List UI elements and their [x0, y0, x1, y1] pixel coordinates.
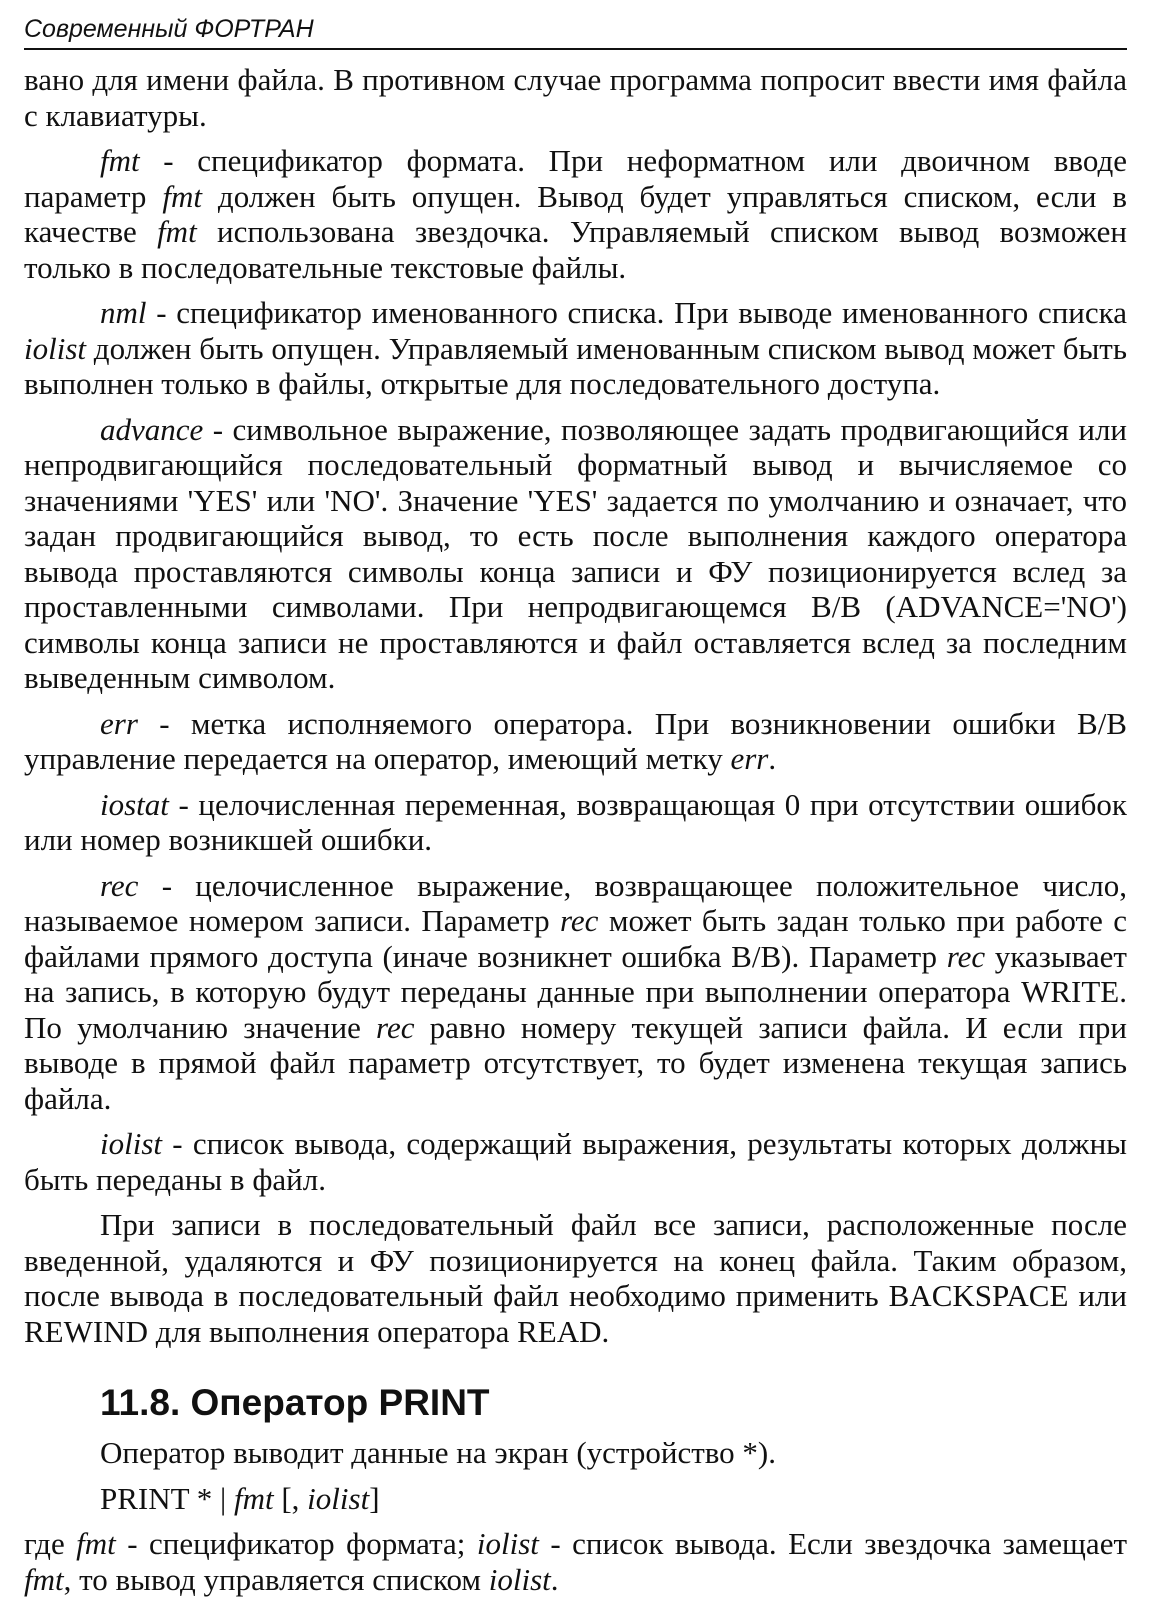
paragraph-text: - спецификатор формата. При неформатном или двоичном вводе параметр [24, 143, 1127, 214]
paragraph-text: . [768, 741, 777, 776]
paragraph-text: При записи в последовательный файл все записи, расположенные после введенной, удаляются и ФУ позиционируется на конец файла. Таким образом, после вывода в последовательный файл необходимо применить BACKSPACE или REWIND для выполнения оператора READ. [24, 1207, 1127, 1349]
paragraph-nml [24, 295, 1127, 402]
term-iolist: iolist [307, 1480, 370, 1516]
term-iolist: iolist [476, 1526, 539, 1561]
paragraph-text: - спецификатор формата; [115, 1526, 477, 1561]
section-closing [24, 1526, 1127, 1597]
term-iolist: iolist [488, 1561, 551, 1597]
term-nml: nml [100, 295, 147, 330]
syntax-line [100, 1481, 1127, 1517]
paragraph-advance [24, 412, 1127, 696]
paragraph-text: - список вывода, содержащий выражения, результаты которых должны быть переданы в файл. [24, 1126, 1127, 1197]
paragraph-text: вано для имени файла. В противном случае программа попросит ввести имя файла с клавиатуры. [24, 62, 1127, 133]
paragraph-text: - символьное выражение, позволяющее задать продвигающийся или непродвигающийся последовательный форматный вывод и вычисляемое со значениями 'YES' или 'NO'. Значение 'YES' задается по умолчанию и означает, что задан продвигающийся вывод, то есть после выполнения каждого оператора вывода проставляются символы конца записи и ФУ позиционируется вслед за проставленными символами. При непродвигающемся В/В (ADVANCE='NO') символы конца записи не проставляются и файл оставляется вслед за последним выведенным символом. [24, 411, 1127, 695]
paragraph-text: Оператор выводит данные на экран (устройство *). [100, 1435, 777, 1470]
term-fmt: fmt [76, 1526, 116, 1561]
paragraph-iolist [24, 1126, 1127, 1197]
page-body [24, 62, 1127, 1597]
term-fmt: fmt [233, 1480, 274, 1516]
paragraph-err [24, 706, 1127, 777]
section-heading: 11.8. Оператор PRINT [100, 1382, 490, 1423]
term-rec: rec [560, 903, 599, 938]
term-fmt: fmt [162, 178, 202, 214]
paragraph-text: указывает на запись, в которую будут переданы данные при выполнении оператора WRITE. По умолчанию значение [24, 938, 1127, 1045]
syntax-suffix: ] [369, 1480, 380, 1516]
term-iolist: iolist [100, 1126, 163, 1161]
term-iostat: iostat [100, 786, 169, 822]
paragraph-text: - спецификатор именованного списка. При выводе именованного списка [146, 295, 1127, 330]
term-iolist: iolist [24, 330, 87, 366]
paragraph-sequential-note [24, 1207, 1127, 1349]
syntax-prefix: PRINT * | [100, 1480, 234, 1516]
paragraph-text: , то вывод управляется списком [63, 1561, 489, 1597]
syntax-middle: [, [273, 1480, 308, 1516]
paragraph-text: может быть задан только при работе с файлами прямого доступа (иначе возникнет ошибка В/В). Параметр [24, 903, 1127, 974]
paragraph-text: использована звездочка. Управляемый списком вывод возможен только в последовательные текстовые файлы. [24, 214, 1127, 285]
paragraph-iostat [24, 787, 1127, 858]
running-header: Современный ФОРТРАН [24, 14, 1127, 50]
term-err: err [100, 705, 138, 741]
paragraph-text: - целочисленное выражение, возвращающее положительное число, называемое номером записи. Параметр [24, 867, 1127, 938]
paragraph-text: - метка исполняемого оператора. При возникновении ошибки В/В управление передается на оператор, имеющий метку [24, 705, 1127, 776]
paragraph-continuation [24, 62, 1127, 133]
paragraph-text: где [24, 1526, 77, 1561]
term-fmt: fmt [100, 143, 140, 178]
paragraph-text: равно номеру текущей записи файла. И если при выводе в прямой файл параметр отсутствует, то будет изменена текущая запись файла. [24, 1009, 1127, 1116]
term-rec: rec [376, 1009, 415, 1045]
paragraph-text: - список вывода. Если звездочка замещает [538, 1526, 1127, 1561]
term-fmt: fmt [24, 1561, 64, 1597]
paragraph-text: . [550, 1561, 559, 1597]
paragraph-fmt [24, 143, 1127, 285]
term-fmt: fmt [157, 214, 197, 249]
paragraph-text: - целочисленная переменная, возвращающая 0 при отсутствии ошибок или номер возникшей ошибки. [24, 786, 1127, 857]
term-rec: rec [100, 867, 139, 903]
paragraph-text: должен быть опущен. Управляемый именованным списком вывод может быть выполнен только в файлы, открытые для последовательного доступа. [24, 330, 1127, 401]
term-rec: rec [946, 938, 986, 974]
paragraph-text: должен быть опущен. Вывод будет управляться списком, если в качестве [24, 178, 1127, 249]
term-err: err [730, 741, 769, 776]
section-intro [24, 1435, 1127, 1471]
paragraph-rec [24, 868, 1127, 1117]
term-advance: advance [100, 411, 204, 447]
